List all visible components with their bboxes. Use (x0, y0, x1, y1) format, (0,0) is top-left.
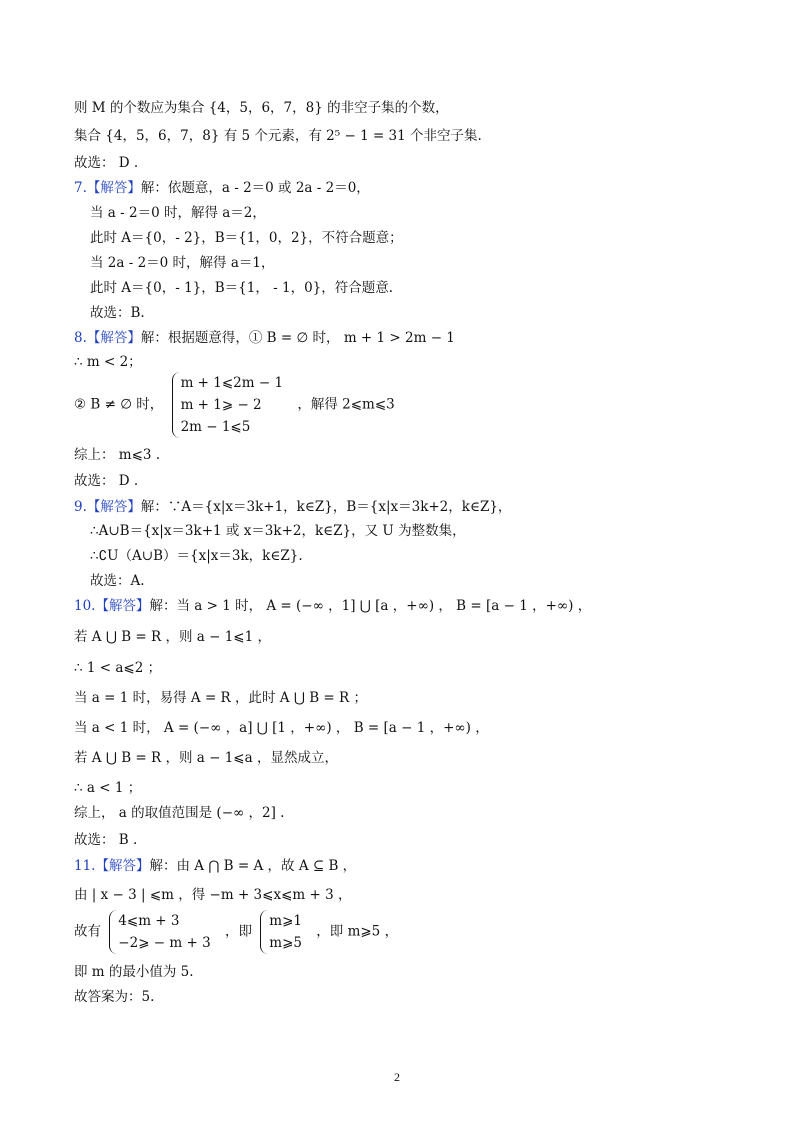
inequality-system (109, 910, 216, 954)
text-span: ，即 m⩾5 ， (316, 923, 399, 940)
system-row: m⩾1 (269, 913, 302, 929)
text-span: 解：根据题意得，① B = ∅ 时， m + 1 > 2m − 1 (140, 330, 455, 346)
answer-8-line (74, 328, 455, 348)
text-line: ∴ m < 2； (74, 354, 142, 370)
text-line: 由 | x − 3 | ⩽m ，得 −m + 3⩽x⩽m + 3 ， (74, 887, 352, 903)
text-line: 故选： D . (74, 155, 139, 171)
system-line (74, 910, 398, 954)
text-line: ∴A∪B＝{x|x＝3k+1 或 x＝3k+2，k∈Z}，又 U 为整数集， (90, 523, 466, 539)
text-span: 解：由 A ⋂ B = A ，故 A ⊆ B ， (149, 858, 357, 874)
text-line: ∴∁U（A∪B）＝{x|x＝3k，k∈Z}. (90, 548, 303, 564)
question-number: 7.【解答】 (74, 180, 141, 196)
text-line: 则 M 的个数应为集合 {4，5，6，7，8} 的非空子集的个数， (74, 100, 449, 116)
question-number: 9.【解答】 (74, 499, 141, 515)
text-span: 故有 (74, 923, 101, 940)
question-number: 8.【解答】 (74, 330, 141, 346)
inequality-system (260, 910, 308, 954)
text-line: 当 a - 2＝0 时，解得 a＝2， (90, 205, 266, 221)
text-line: 此时 A＝{0，- 1}，B＝{1， - 1，0}，符合题意. (90, 280, 394, 296)
text-line: 当 2a - 2＝0 时，解得 a＝1， (90, 255, 275, 271)
text-line: 即 m 的最小值为 5. (74, 964, 194, 980)
answer-11-line (74, 856, 356, 876)
question-number: 11.【解答】 (74, 858, 150, 874)
inequality-system (172, 372, 289, 438)
text-line: 综上： m⩽3 . (74, 447, 161, 463)
text-span: 解：∵A＝{x|x＝3k+1，k∈Z}，B＝{x|x＝3k+2，k∈Z}， (140, 499, 512, 515)
answer-7-line (74, 178, 370, 198)
text-line: 此时 A＝{0，- 2}，B＝{1，0，2}，不符合题意； (90, 230, 403, 246)
text-line: 若 A ⋃ B = R ，则 a − 1⩽1 ， (74, 629, 271, 645)
system-row: −2⩾ − m + 3 (118, 935, 211, 951)
system-row: m + 1⩾ − 2 (180, 397, 262, 413)
system-row: 4⩽m + 3 (118, 913, 180, 929)
text-line: 若 A ⋃ B = R ，则 a − 1⩽a ，显然成立， (74, 750, 338, 766)
text-span: ② B ≠ ∅ 时， (74, 396, 164, 413)
page-number: 2 (394, 1070, 400, 1084)
text-span: 解：当 a > 1 时， A = (−∞ ，1] ⋃ [a ，+∞) ， B = [a − 1 ，+∞) ， (149, 598, 592, 614)
text-line: 当 a = 1 时，易得 A = R ，此时 A ⋃ B = R ； (74, 690, 367, 706)
text-line: 当 a < 1 时， A = (−∞ ，a] ⋃ [1 ，+∞) ， B = [a − 1 ，+∞) ， (74, 720, 489, 736)
question-number: 10.【解答】 (74, 598, 150, 614)
text-span: ，解得 2⩽m⩽3 (297, 396, 395, 413)
text-line: 综上， a 的取值范围是 (−∞ ，2] . (74, 805, 285, 821)
system-line (74, 372, 395, 438)
text-line: 故选： D . (74, 473, 139, 489)
text-line: 故选： B . (74, 832, 138, 848)
system-row: m + 1⩽2m − 1 (180, 375, 284, 391)
text-line: 故答案为：5. (74, 989, 155, 1005)
text-span: 解：依题意，a - 2＝0 或 2a - 2＝0， (140, 180, 370, 196)
answer-10-line (74, 596, 591, 616)
answer-9-line (74, 497, 511, 517)
text-line: ∴ 1 < a⩽2 ； (74, 660, 162, 676)
text-span: ，即 (224, 923, 252, 940)
text-line: 故选：B. (90, 305, 145, 321)
text-line: 集合 {4，5，6，7，8} 有 5 个元素，有 2⁵ − 1 = 31 个非空子集. (74, 128, 482, 144)
system-row: m⩾5 (269, 935, 302, 951)
text-line: 故选：A. (90, 573, 145, 589)
system-row: 2m − 1⩽5 (180, 419, 251, 435)
text-line: ∴ a < 1 ； (74, 780, 142, 796)
